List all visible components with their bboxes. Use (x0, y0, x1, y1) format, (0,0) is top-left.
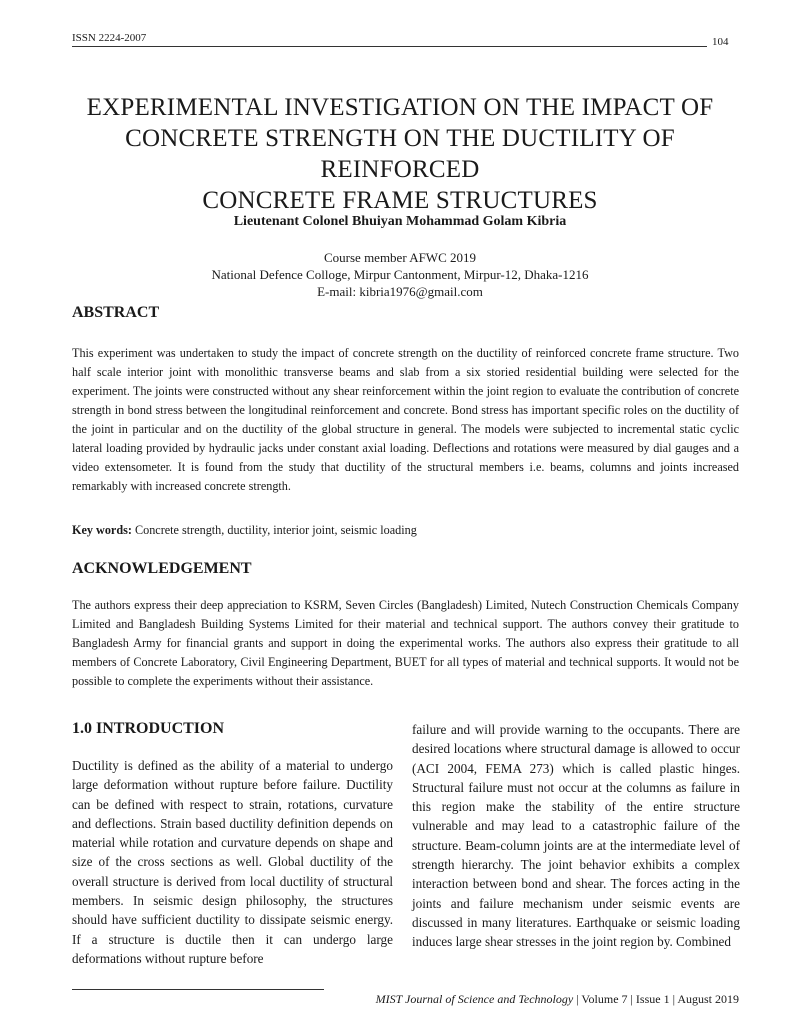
keywords-label: Key words: (72, 523, 132, 537)
title-line: EXPERIMENTAL INVESTIGATION ON THE IMPACT OF (86, 94, 714, 121)
abstract-heading: ABSTRACT (72, 304, 160, 321)
acknowledgement-heading: ACKNOWLEDGEMENT (72, 560, 252, 577)
title-line: CONCRETE FRAME STRUCTURES (202, 187, 598, 214)
affiliation (72, 249, 728, 300)
header-rule (72, 46, 707, 47)
paper-title (60, 92, 740, 216)
abstract-text: This experiment was undertaken to study the impact of concrete strength on the ductility of reinforced concrete frame structure. Two half scale interior joint with monolithic transverse beams and slab from a six storied residential building were selected for the experiment. The joints were constructed without any shear reinforcement within the joint region to evaluate the contribution of concrete strength in bond stress between the longitudinal reinforcement and concrete. Bond stress has important specific roles on the ductility of the joint in particular and on the ductility of the global structure in general. The models were subjected to incremental static cyclic lateral loading provided by hydraulic jacks under constant axial loading. Deflections and rotations were measured by dial gauges and a video extensometer. It is found from the study that ductility of the structural members i.e. beams, columns and joints increased remarkably with increased concrete strength. (72, 346, 739, 493)
issn: ISSN 2224-2007 (72, 32, 147, 44)
title-line: CONCRETE STRENGTH ON THE DUCTILITY OF REINFORCED (125, 125, 675, 183)
introduction-left-column: Ductility is defined as the ability of a material to undergo large deformation without rupture before failure. Ductility can be defined with respect to strain, rotations, curvature and deflections. Strain based ductility definition depends on material while rotation and curvature depends on shape and size of the cross sections as well. Global ductility of the overall structure is derived from local ductility of structural members. In seismic design philosophy, the structures should have sufficient ductility to dissipate seismic energy. If a structure is ductile then it can undergo large deformations without rupture before (72, 758, 393, 966)
journal-name: MIST Journal of Science and Technology (375, 992, 574, 1006)
affiliation-email: E-mail: kibria1976@gmail.com (317, 284, 483, 299)
keywords-text: Concrete strength, ductility, interior joint, seismic loading (131, 523, 417, 537)
page-number: 104 (712, 36, 729, 48)
footer (72, 992, 739, 1007)
journal-issue: | Volume 7 | Issue 1 | August 2019 (573, 992, 739, 1006)
acknowledgement-text: The authors express their deep appreciation to KSRM, Seven Circles (Bangladesh) Limited, Nutech Construction Chemicals Company Limited and Bangladesh Building Systems Limited for their material and technical support. The authors convey their gratitude to Bangladesh Army for financial grants and support in doing the experimental works. The authors also express their gratitude to all members of Concrete Laboratory, Civil Engineering Department, BUET for all types of material and technical supports. It would not be possible to complete the experiments without their assistance. (72, 598, 739, 688)
affiliation-address: National Defence Colloge, Mirpur Cantonment, Mirpur-12, Dhaka-1216 (211, 267, 589, 282)
introduction-heading: 1.0 INTRODUCTION (72, 720, 225, 737)
introduction-right-column: failure and will provide warning to the occupants. There are desired locations where structural damage is allowed to occur (ACI 2004, FEMA 273) which is called plastic hinges. Structural failure must not occur at the columns as failure in this region make the stability of the entire structure vulnerable and may lead to a catastrophic failure of the structure. Beam-column joints are at the intermediate level of strength hierarchy. The joint behavior exhibits a complex interaction between bond and shear. The forces acting in the joints and failure mechanism under seismic events are discussed in many literatures. Earthquake or seismic loading induces large shear stresses in the joint region by. Combined (412, 722, 740, 950)
keywords (72, 523, 417, 538)
author-name: Lieutenant Colonel Bhuiyan Mohammad Golam Kibria (233, 214, 567, 229)
affiliation-course: Course member AFWC 2019 (323, 250, 476, 265)
footer-rule (72, 989, 324, 990)
